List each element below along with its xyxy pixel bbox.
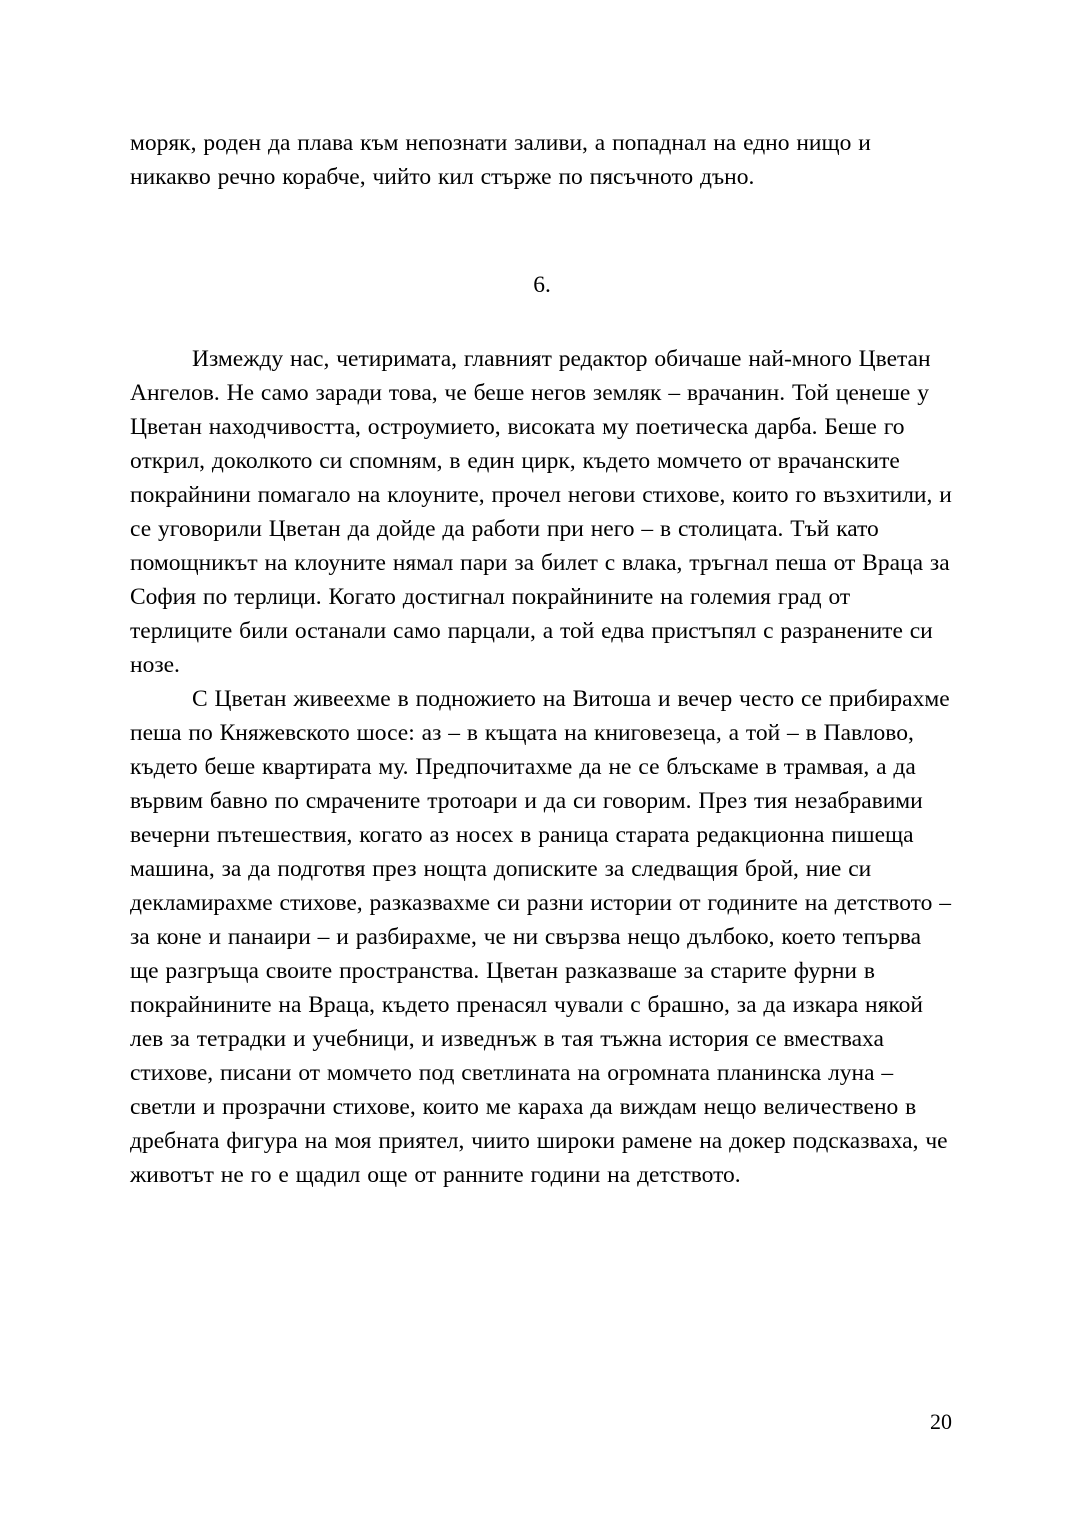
paragraph-continuation: моряк, роден да плава към непознати заливи, а попаднал на едно нищо и никакво речно корабче, чийто кил стърже по пясъчното дъно.	[130, 130, 871, 190]
text-column	[130, 126, 954, 1192]
section-number: 6.	[533, 272, 551, 298]
page-number: 20	[930, 1409, 952, 1434]
paragraph: С Цветан живеехме в подножието на Витоша и вечер често се прибирахме пеша по Княжевското шосе: аз – в къщата на книговезеца, а той – в Павлово, където беше квартирата му. Предпочитахме да не се блъскаме в трамвая, а да вървим бавно по смрачените тротоари и да си говорим. През тия незабравими вечерни пътешествия, когато аз носех в раница старата редакционна пишеща машина, за да подготвя през нощта дописките за следващия брой, ние си декламирахме стихове, разказвахме си разни истории от годините на детството – за коне и панаири – и разбирахме, че ни свързва нещо дълбоко, което тепърва ще разгръща своите пространства. Цветан разказваше за старите фурни в покрайнините на Враца, където пренасял чували с брашно, за да изкара някой лев за тетрадки и учебници, и изведнъж в тая тъжна история се вместваха стихове, писани от момчето под светлината на огромната планинска луна – светли и прозрачни стихове, които ме караха да виждам нещо величествено в дребната фигура на моя приятел, чиито широки рамене на докер подсказваха, че животът не го е щадил още от ранните години на детството.	[130, 686, 951, 1188]
paragraph: Измежду нас, четиримата, главният редактор обичаше най-много Цветан Ангелов. Не само заради това, че беше негов земляк – врачанин. Той ценеше у Цветан находчивостта, остроумието, високата му поетическа дарба. Беше го открил, доколкото си спомням, в един цирк, където момчето от врачанските покрайнини помагало на клоуните, прочел негови стихове, които го възхитили, и се уговорили Цветан да дойде да работи при него – в столицата. Тъй като помощникът на клоуните нямал пари за билет с влака, тръгнал пеша от Враца за София по терлици. Когато достигнал покрайнините на големия град от терлиците били останали само парцали, а той едва пристъпял с разранените си нозе.	[130, 346, 952, 678]
